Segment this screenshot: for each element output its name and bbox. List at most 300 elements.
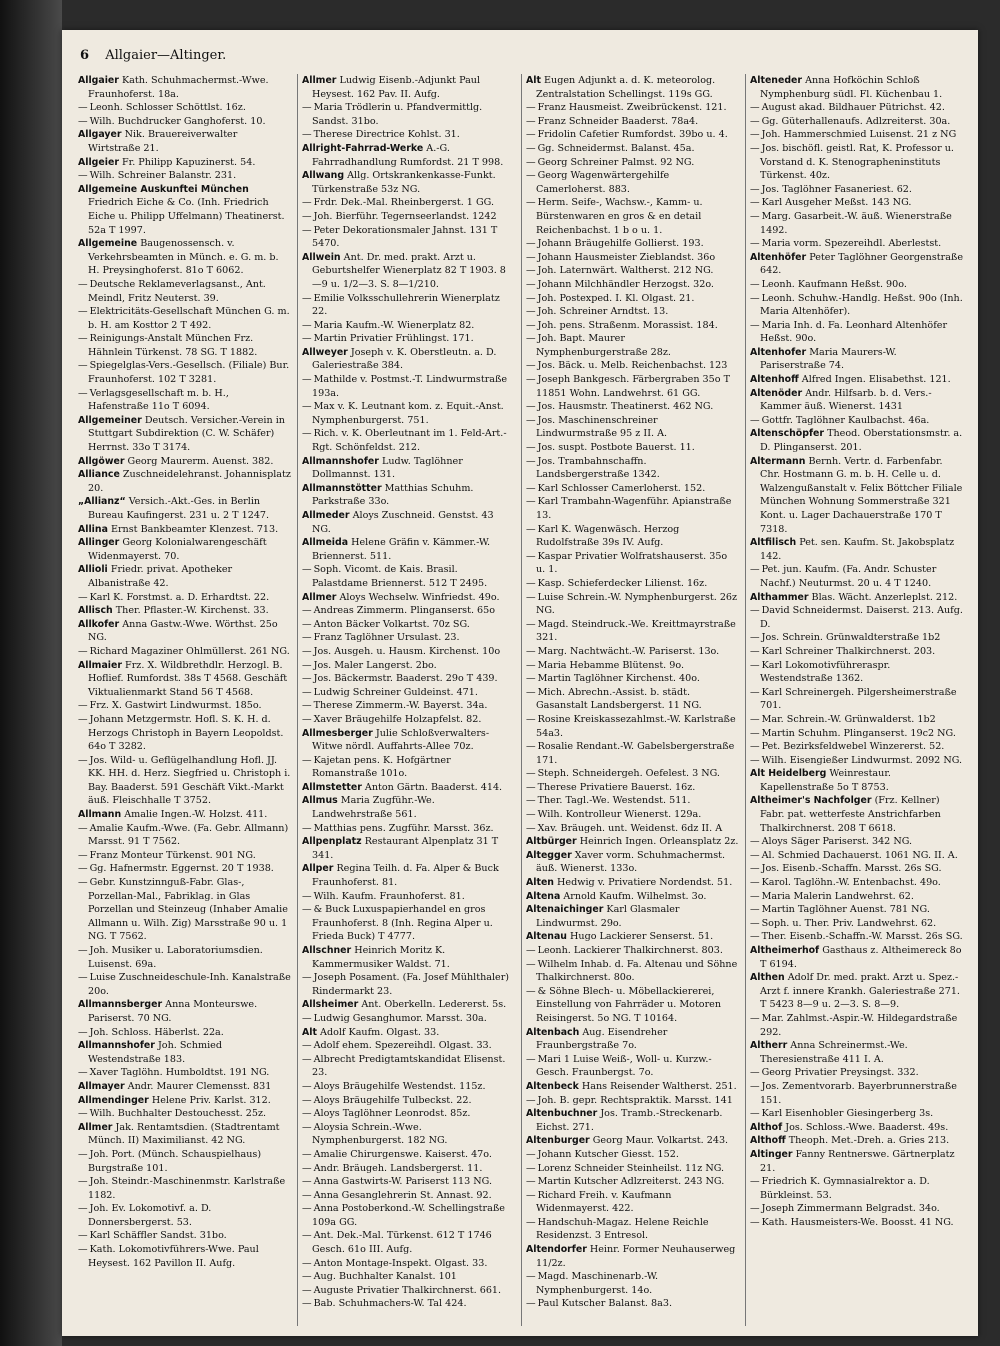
- directory-entry: [526, 944, 739, 958]
- directory-entry: [526, 1026, 739, 1053]
- entry-headword: Allmeida: [302, 537, 349, 549]
- directory-entry: [78, 699, 291, 713]
- entry-headword: Allkofer: [78, 618, 120, 630]
- repeat-dash: —: [302, 713, 312, 725]
- directory-entry: [526, 985, 739, 1026]
- entry-text: Joh. Schreiner Arndtst. 13.: [537, 306, 669, 318]
- entry-text: Andr. Bräugeh. Landsbergerst. 11.: [313, 1162, 483, 1174]
- directory-entry: [750, 1202, 964, 1216]
- repeat-dash: —: [526, 659, 536, 671]
- entry-text: Pet. jun. Kaufm. (Fa. Andr. Schuster Nachf.) Neuturmst. 20 u. 4 T 1240.: [760, 564, 937, 589]
- directory-entry: [78, 1121, 291, 1148]
- entry-text: Friedrich K. Gymnasialrektor a. D. Bürkleinst. 53.: [760, 1176, 930, 1201]
- repeat-dash: —: [526, 1148, 536, 1160]
- entry-text: Joh. Ev. Lokomotivf. a. D. Donnersbergerst. 53.: [88, 1203, 212, 1228]
- directory-entry: [78, 1107, 291, 1121]
- repeat-dash: —: [526, 251, 536, 263]
- entry-headword: Altendorfer: [526, 1244, 587, 1256]
- entry-headword: Allmer: [302, 591, 337, 603]
- entry-text: Joseph Zimmermann Belgradst. 34o.: [761, 1203, 940, 1215]
- repeat-dash: —: [78, 822, 88, 834]
- repeat-dash: —: [750, 183, 760, 195]
- entry-text: Gg. Hafnermstr. Eggernst. 20 T 1938.: [89, 863, 274, 875]
- directory-entry: [526, 142, 739, 156]
- directory-entry: [750, 128, 964, 142]
- entry-text: Anna Hofköchin Schloß Nymphenburg südl. Fl. Küchenbau 1.: [760, 75, 943, 100]
- repeat-dash: —: [526, 1053, 536, 1065]
- repeat-dash: —: [302, 1257, 312, 1269]
- directory-entry: [302, 1148, 515, 1162]
- directory-entry: [750, 659, 964, 686]
- entry-text: Gg. Schneidermst. Balanst. 45a.: [537, 142, 695, 154]
- directory-entry: [302, 686, 515, 700]
- repeat-dash: —: [750, 849, 760, 861]
- directory-entry: [78, 455, 291, 469]
- entry-text: Magd. Steindruck.-We. Kreittmayrstraße 321.: [536, 618, 736, 644]
- directory-entry: [78, 305, 291, 332]
- repeat-dash: —: [526, 577, 536, 589]
- directory-entry: [526, 794, 739, 808]
- entry-headword: Alt: [526, 75, 541, 86]
- entry-text: Jos. Zementvorarb. Bayerbrunnerstraße 151.: [760, 1080, 957, 1106]
- entry-text: Jos. Taglöhner Fasaneriest. 62.: [761, 183, 912, 195]
- directory-entry: [78, 1148, 291, 1175]
- repeat-dash: —: [526, 455, 536, 467]
- entry-text: Mar. Schrein.-W. Grünwalderst. 1b2: [761, 713, 936, 725]
- entry-headword: Altheimer's Nachfolger: [750, 795, 872, 807]
- repeat-dash: —: [750, 278, 760, 290]
- entry-text: Andreas Zimmerm. Plinganserst. 65o: [313, 605, 496, 617]
- repeat-dash: —: [526, 768, 536, 780]
- directory-entry: [78, 1229, 291, 1243]
- directory-entry: [526, 74, 739, 101]
- directory-entry: [302, 509, 515, 536]
- entry-text: Friedr. privat. Apotheker Albanistraße 42.: [88, 564, 233, 589]
- entry-headword: Allright-Fahrrad-Werke: [302, 142, 424, 154]
- directory-entry: [78, 523, 291, 537]
- repeat-dash: —: [302, 1148, 312, 1160]
- repeat-dash: —: [302, 428, 312, 440]
- entry-text: Verlagsgesellschaft m. b. H., Hafenstraße 11o T 6094.: [88, 387, 229, 413]
- repeat-dash: —: [526, 374, 536, 386]
- entry-headword: Alliance: [78, 469, 120, 481]
- entry-headword: Allmannshofer: [302, 455, 379, 467]
- entry-text: Ludwig Gesanghumor. Marsst. 30a.: [313, 1012, 487, 1024]
- entry-text: Karl K. Forstmst. a. D. Erhardtst. 22.: [89, 591, 270, 603]
- repeat-dash: —: [526, 156, 536, 168]
- entry-text: Georg Maurerm. Auenst. 382.: [127, 455, 274, 467]
- repeat-dash: —: [526, 1189, 536, 1201]
- entry-text: Nik. Brauereiverwalter Wirtstraße 21.: [88, 129, 238, 154]
- entry-text: Maria Maurers-W. Pariserstraße 74.: [760, 346, 897, 372]
- repeat-dash: —: [302, 1189, 312, 1201]
- entry-headword: Allgayer: [78, 129, 122, 141]
- repeat-dash: —: [78, 1203, 88, 1215]
- directory-entry: [78, 278, 291, 305]
- directory-entry: [526, 414, 739, 441]
- entry-headword: Altermann: [750, 455, 806, 467]
- entry-text: Rosalie Rendant.-W. Gabelsbergerstraße 171.: [536, 741, 735, 766]
- directory-entry: [526, 1243, 739, 1270]
- entry-headword: Altenau: [526, 931, 567, 943]
- repeat-dash: —: [750, 605, 760, 617]
- directory-entry: [302, 862, 515, 889]
- repeat-dash: —: [750, 877, 760, 889]
- entry-headword: Altbürger: [526, 836, 577, 848]
- directory-entry: [750, 862, 964, 876]
- directory-entry: [750, 604, 964, 631]
- entry-text: Gasthaus z. Altheimereck 8o T 6194.: [760, 945, 962, 970]
- directory-entry: [302, 142, 515, 169]
- entry-text: Theod. Oberstationsmstr. a. D. Plinganserst. 201.: [760, 428, 963, 454]
- repeat-dash: —: [302, 754, 312, 766]
- entry-text: Ant. Dr. med. prakt. Arzt u. Geburtshelfer Wienerplatz 82 T 1903. 8—9 u. 1/2—3. S. 8—1/210.: [312, 251, 506, 290]
- directory-entry: [78, 808, 291, 822]
- entry-text: Karl Schäffler Sandst. 31bo.: [89, 1230, 227, 1242]
- entry-text: Jos. Eisenb.-Schaffn. Marsst. 26s SG.: [761, 863, 942, 875]
- directory-entry: [750, 890, 964, 904]
- entry-text: Reinigungs-Anstalt München Frz. Hähnlein Türkenst. 78 SG. T 1882.: [88, 333, 258, 358]
- entry-text: Emilie Volksschullehrerin Wienerplatz 22.: [312, 292, 500, 318]
- repeat-dash: —: [78, 170, 88, 182]
- directory-entry: [526, 1053, 739, 1080]
- entry-text: Leonh. Schlosser Schöttlst. 16z.: [89, 102, 246, 114]
- directory-entry: [526, 876, 739, 890]
- entry-headword: Allwein: [302, 251, 341, 263]
- directory-entry: [526, 264, 739, 278]
- entry-text: Kajetan pens. K. Hofgärtner Romanstraße 101o.: [312, 754, 451, 780]
- directory-entry: [750, 427, 964, 454]
- entry-text: Hugo Lackierer Senserst. 51.: [570, 931, 714, 943]
- repeat-dash: —: [302, 564, 312, 576]
- repeat-dash: —: [750, 1203, 760, 1215]
- directory-page: [62, 30, 978, 1336]
- directory-entry: [750, 563, 964, 590]
- repeat-dash: —: [526, 645, 536, 657]
- entry-text: Aloys Säger Pariserst. 342 NG.: [761, 836, 913, 848]
- directory-entry: [526, 1270, 739, 1297]
- directory-entry: [78, 115, 291, 129]
- entry-text: Gottfr. Taglöhner Kaulbachst. 46a.: [761, 414, 930, 426]
- directory-entry: [750, 754, 964, 768]
- repeat-dash: —: [302, 1012, 312, 1024]
- entry-headword: Allmendinger: [78, 1094, 149, 1106]
- entry-text: Joh. Laternwärt. Waltherst. 212 NG.: [537, 265, 714, 277]
- directory-entry: [302, 591, 515, 605]
- entry-text: Alfred Ingen. Elisabethst. 121.: [801, 374, 951, 386]
- entry-text: Adolf ehem. Spezereihdl. Olgast. 33.: [313, 1040, 492, 1052]
- repeat-dash: —: [526, 958, 536, 970]
- directory-entry: [302, 1012, 515, 1026]
- entry-headword: Allper: [302, 863, 334, 875]
- entry-text: Ant. Dek.-Mal. Türkenst. 612 T 1746 Gesch. 61o III. Aufg.: [312, 1230, 492, 1256]
- directory-entry: [302, 563, 515, 590]
- repeat-dash: —: [750, 890, 760, 902]
- directory-entry: [78, 1175, 291, 1202]
- repeat-dash: —: [750, 931, 760, 943]
- entry-text: Soph. u. Ther. Priv. Landwehrst. 62.: [761, 917, 937, 929]
- entry-text: Joh. Schmied Westendstraße 183.: [88, 1040, 222, 1065]
- entry-headword: Altenhöfer: [750, 251, 807, 263]
- directory-entry: [78, 359, 291, 386]
- repeat-dash: —: [526, 1176, 536, 1188]
- entry-headword: Allwang: [302, 170, 345, 182]
- entry-headword: Allina: [78, 523, 108, 535]
- entry-text: Heinrich Ingen. Orleansplatz 2z.: [579, 836, 739, 848]
- entry-text: Albrecht Predigtamtskandidat Elisenst. 23.: [312, 1053, 506, 1079]
- repeat-dash: —: [302, 1080, 312, 1092]
- directory-entry: [526, 169, 739, 196]
- entry-text: Aloys Taglöhner Leonrodst. 85z.: [313, 1108, 471, 1120]
- entry-text: Anton Bäcker Volkartst. 70z SG.: [313, 618, 470, 630]
- repeat-dash: —: [750, 1108, 760, 1120]
- entry-text: Jos. Schloss.-Wwe. Baaderst. 49s.: [785, 1121, 949, 1133]
- entry-text: Max v. K. Leutnant kom. z. Equit.-Anst. Nymphenburgerst. 751.: [312, 401, 504, 426]
- entry-text: Kath. Hausmeisters-We. Boosst. 41 NG.: [761, 1216, 954, 1228]
- entry-text: Jos. Schrein. Grünwaldterstraße 1b2: [761, 632, 941, 644]
- repeat-dash: —: [526, 115, 536, 127]
- entry-text: Auguste Privatier Thalkirchnerst. 661.: [313, 1284, 502, 1296]
- repeat-dash: —: [78, 700, 88, 712]
- entry-text: Karl Glasmaler Lindwurmst. 29o.: [536, 904, 680, 929]
- directory-entry: [302, 699, 515, 713]
- entry-text: Maria Malerin Landwehrst. 62.: [761, 890, 914, 902]
- entry-text: A.-G. Fahrradhandlung Rumfordst. 21 T 998.: [312, 142, 504, 168]
- directory-entry: [750, 346, 964, 373]
- directory-entry: [302, 319, 515, 333]
- directory-entry: [78, 414, 291, 455]
- repeat-dash: —: [78, 278, 88, 290]
- repeat-dash: —: [750, 686, 760, 698]
- directory-entry: [526, 523, 739, 550]
- entry-text: Theoph. Met.-Dreh. a. Gries 213.: [788, 1135, 950, 1147]
- directory-entry: [78, 1039, 291, 1066]
- entry-text: Mich. Abrechn.-Assist. b. städt. Gasanstalt Landsbergerst. 11 NG.: [536, 686, 702, 712]
- entry-text: Leonh. Kaufmann Heßst. 90o.: [761, 278, 907, 290]
- entry-headword: Allmesberger: [302, 727, 373, 739]
- entry-text: Versich.-Akt.-Ges. in Berlin Bureau Kaufingerst. 231 u. 2 T 1247.: [88, 496, 270, 521]
- entry-text: Leonh. Schuhw.-Handlg. Heßst. 90o (Inh. Maria Altenhöfer).: [760, 292, 963, 318]
- repeat-dash: —: [302, 1094, 312, 1106]
- directory-entry: [302, 672, 515, 686]
- entry-headword: Allschner: [302, 945, 352, 956]
- repeat-dash: —: [750, 197, 760, 209]
- entry-text: Paul Kutscher Balanst. 8a3.: [537, 1298, 673, 1310]
- entry-text: Wilh. Eisengießer Lindwurmst. 2092 NG.: [761, 754, 963, 766]
- entry-text: Joh. pens. Straßenm. Morassist. 184.: [537, 319, 718, 331]
- entry-text: Karl Schlosser Camerloherst. 152.: [537, 482, 706, 494]
- repeat-dash: —: [302, 632, 312, 644]
- entry-text: Aug. Eisendreher Fraunbergstraße 7o.: [536, 1026, 668, 1052]
- directory-entry: [302, 373, 515, 400]
- directory-entry: [302, 822, 515, 836]
- repeat-dash: —: [750, 713, 760, 725]
- repeat-dash: —: [78, 591, 88, 603]
- repeat-dash: —: [78, 849, 88, 861]
- entry-headword: Altfilisch: [750, 537, 797, 549]
- entry-text: Marg. Nachtwächt.-W. Pariserst. 13o.: [537, 645, 720, 657]
- directory-entry: [302, 835, 515, 862]
- entry-text: Herm. Seife-, Wachsw.-, Kamm- u. Bürstenwaren en gros & en detail Reichenbachst. 1 b o u. 1.: [536, 197, 703, 236]
- entry-text: Ther. Pflaster.-W. Kirchenst. 33.: [115, 605, 269, 617]
- entry-text: Maria Inh. d. Fa. Leonhard Altenhöfer Heßst. 90o.: [760, 319, 948, 345]
- directory-entry: [78, 1094, 291, 1108]
- entry-text: Allg. Ortskrankenkasse-Funkt. Türkenstraße 53z NG.: [312, 170, 496, 195]
- entry-text: Adolf Dr. med. prakt. Arzt u. Spez.-Arzt f. innere Krankh. Galeriestraße 271. T 5423 8—9 u. 2—3. S. 8—9.: [760, 972, 960, 1011]
- directory-entry: [302, 1175, 515, 1189]
- directory-entry: [526, 645, 739, 659]
- directory-entry: [302, 794, 515, 821]
- entry-text: Regina Teilh. d. Fa. Alper & Buck Fraunhoferst. 81.: [312, 863, 499, 889]
- entry-text: Joseph Posament. (Fa. Josef Mühlthaler) Rindermarkt 23.: [312, 972, 510, 997]
- directory-entry: [526, 577, 739, 591]
- entry-text: Deutsch. Versicher.-Verein in Stuttgart Subdirektion (C. W. Schäfer) Herrnst. 33o T 3174.: [88, 414, 285, 454]
- entry-headword: Allmus: [302, 795, 338, 807]
- entry-headword: Altherr: [750, 1040, 788, 1052]
- entry-text: & Söhne Blech- u. Möbellackiererei, Einstellung von Fahrräder u. Motoren Reisingerst. 5o NG. T 10164.: [536, 985, 722, 1024]
- entry-text: Andr. Hilfsarb. b. d. Vers.-Kammer äuß. Wienerst. 1431: [760, 387, 932, 413]
- directory-entry: [302, 998, 515, 1012]
- repeat-dash: —: [302, 890, 312, 902]
- entry-text: Luise Schrein.-W. Nymphenburgerst. 26z NG.: [536, 591, 738, 617]
- repeat-dash: —: [526, 306, 536, 318]
- entry-text: Jak. Rentamtsdien. (Stadtrentamt Münch. II) Maximilianst. 42 NG.: [88, 1121, 280, 1147]
- entry-text: Joh. Port. (Münch. Schauspielhaus) Burgstraße 101.: [88, 1148, 262, 1174]
- directory-entry: [78, 876, 291, 944]
- directory-entry: [750, 74, 964, 101]
- repeat-dash: —: [750, 115, 760, 127]
- entry-text: Mari 1 Luise Weiß-, Woll- u. Kurzw.-Gesch. Fraunbergst. 7o.: [536, 1053, 712, 1079]
- entry-headword: Allgemeine: [78, 238, 138, 250]
- entry-text: Kath. Lokomotivführers-Wwe. Paul Heysest. 162 Pavillon II. Aufg.: [88, 1244, 259, 1269]
- repeat-dash: —: [750, 659, 760, 671]
- directory-entry: [302, 645, 515, 659]
- directory-entry: [78, 536, 291, 563]
- directory-entry: [78, 128, 291, 155]
- repeat-dash: —: [526, 523, 536, 535]
- entry-text: Aloys Bräugehilfe Westendst. 115z.: [313, 1080, 486, 1092]
- entry-text: Xaver Bräugehilfe Holzapfelst. 82.: [313, 713, 482, 725]
- directory-entry: [526, 319, 739, 333]
- directory-entry: [302, 196, 515, 210]
- repeat-dash: —: [302, 686, 312, 698]
- repeat-dash: —: [526, 809, 536, 821]
- repeat-dash: —: [750, 1012, 760, 1024]
- directory-entry: [78, 495, 291, 522]
- directory-entry: [526, 482, 739, 496]
- directory-entry: [526, 672, 739, 686]
- repeat-dash: —: [302, 645, 312, 657]
- directory-entry: [750, 1039, 964, 1066]
- repeat-dash: —: [526, 795, 536, 807]
- directory-entry: [302, 781, 515, 795]
- directory-entry: [302, 169, 515, 196]
- directory-entry: [750, 142, 964, 183]
- directory-entry: [750, 196, 964, 210]
- entry-text: Franz Taglöhner Ursulast. 23.: [313, 632, 460, 644]
- directory-entry: [750, 1134, 964, 1148]
- entry-text: & Buck Luxuspapierhandel en gros Fraunhoferst. 8 (Inh. Regina Alper u. Frieda Buck) T 4777.: [312, 904, 493, 943]
- entry-text: Eugen Adjunkt a. d. K. meteorolog. Zentralstation Schellingst. 119s GG.: [536, 75, 716, 100]
- repeat-dash: —: [526, 442, 536, 454]
- entry-text: Anna Monteurswe. Pariserst. 70 NG.: [88, 999, 258, 1024]
- directory-entry: [302, 903, 515, 944]
- repeat-dash: —: [526, 401, 536, 413]
- directory-entry: [750, 237, 964, 251]
- page-header: [80, 48, 958, 70]
- directory-entry: [78, 1066, 291, 1080]
- directory-entry: [302, 713, 515, 727]
- entry-headword: Altenschöpfer: [750, 428, 825, 440]
- repeat-dash: —: [302, 1298, 312, 1310]
- repeat-dash: —: [750, 1176, 760, 1188]
- directory-entry: [526, 292, 739, 306]
- entry-headword: Allmeder: [302, 510, 350, 521]
- entry-text: Adolf Kaufm. Olgast. 33.: [320, 1026, 440, 1038]
- directory-entry: [750, 1175, 964, 1202]
- entry-headword: Allisch: [78, 605, 113, 617]
- entry-text: Jos. suspt. Postbote Bauerst. 11.: [537, 442, 695, 454]
- repeat-dash: —: [78, 713, 88, 725]
- repeat-dash: —: [526, 1094, 536, 1106]
- entry-text: Jos. Maschinenschreiner Lindwurmstraße 95 z II. A.: [536, 414, 668, 440]
- directory-entry: [750, 1216, 964, 1230]
- directory-entry: [302, 482, 515, 509]
- entry-text: Andr. Maurer Clemensst. 831: [127, 1080, 272, 1092]
- entry-text: Johann Hausmeister Zieblandst. 36o: [537, 251, 716, 263]
- entry-text: Wilh. Kaufm. Fraunhoferst. 81.: [313, 890, 465, 902]
- page-number: 6: [80, 48, 90, 63]
- directory-entry: [750, 740, 964, 754]
- entry-text: Karl Trambahn-Wagenführ. Apianstraße 13.: [536, 496, 732, 521]
- repeat-dash: —: [302, 1176, 312, 1188]
- directory-entry: [750, 686, 964, 713]
- entry-text: Jos. Wild- u. Geflügelhandlung Hofl. JJ. KK. HH. d. Herz. Siegfried u. Christoph i. Bay. Baaderst. 591 Geschäft Vikt.-Markt äuß. Fleischhalle T 3752.: [88, 754, 291, 807]
- directory-entry: [302, 455, 515, 482]
- directory-entry: [750, 101, 964, 115]
- repeat-dash: —: [526, 822, 536, 834]
- repeat-dash: —: [526, 591, 536, 603]
- directory-entry: [750, 631, 964, 645]
- directory-entry: [526, 1094, 739, 1108]
- directory-entry: [526, 101, 739, 115]
- repeat-dash: —: [750, 863, 760, 875]
- directory-entry: [750, 876, 964, 890]
- entry-text: Pet. sen. Kaufm. St. Jakobsplatz 142.: [760, 537, 955, 562]
- entry-text: Kasp. Schieferdecker Lilienst. 16z.: [537, 577, 708, 589]
- entry-text: Peter Dekorationsmaler Jahnst. 131 T 5470.: [312, 224, 498, 250]
- directory-entry: [526, 1189, 739, 1216]
- entry-text: Martin Schuhm. Plinganserst. 19c2 NG.: [761, 727, 956, 739]
- directory-entry: [78, 74, 291, 101]
- column-2: [298, 74, 522, 1326]
- directory-entry: [78, 604, 291, 618]
- directory-entry: [750, 971, 964, 1012]
- entry-columns: [74, 74, 970, 1326]
- entry-headword: Allmayer: [78, 1080, 125, 1092]
- repeat-dash: —: [302, 319, 312, 331]
- repeat-dash: —: [526, 482, 536, 494]
- entry-text: Karl K. Wagenwäsch. Herzog Rudolfstraße 39s IV. Aufg.: [536, 523, 680, 549]
- entry-text: Joh. Steindr.-Maschinenmstr. Karlstraße 1182.: [88, 1176, 286, 1201]
- directory-entry: [750, 387, 964, 414]
- entry-text: Georg Schreiner Palmst. 92 NG.: [537, 156, 695, 168]
- directory-entry: [750, 373, 964, 387]
- directory-entry: [302, 346, 515, 373]
- directory-entry: [302, 128, 515, 142]
- entry-headword: Allmer: [302, 75, 337, 86]
- entry-text: Hans Reisender Waltherst. 251.: [581, 1080, 737, 1092]
